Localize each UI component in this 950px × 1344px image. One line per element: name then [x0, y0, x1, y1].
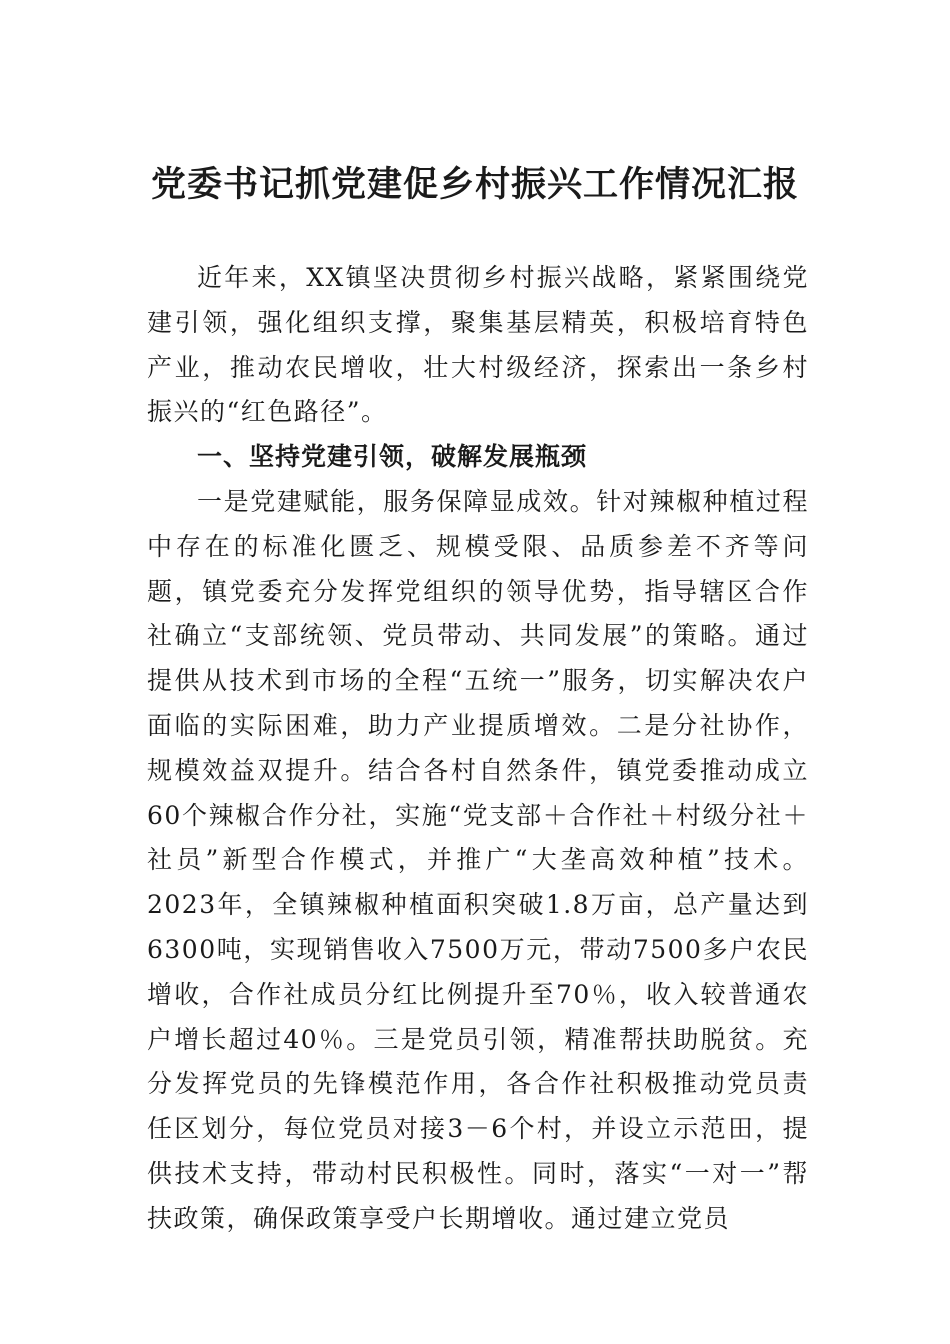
section-1-paragraph: 一是党建赋能，服务保障显成效。针对辣椒种植过程中存在的标准化匮乏、规模受限、品质参差不齐等问题，镇党委充分发挥党组织的领导优势，指导辖区合作社确立“支部统领、党员带动、共同发展”的策略。通过提供从技术到市场的全程“五统一”服务，切实解决农户面临的实际困难，助力产业提质增效。二是分社协作，规模效益双提升。结合各村自然条件，镇党委推动成立60个辣椒合作分社，实施“党支部＋合作社＋村级分社＋社员”新型合作模式，并推广“大垄高效种植”技术。2023年，全镇辣椒种植面积突破1.8万亩，总产量达到6300吨，实现销售收入7500万元，带动7500多户农民增收，合作社成员分红比例提升至70％，收入较普通农户增长超过40％。三是党员引领，精准帮扶助脱贫。充分发挥党员的先锋模范作用，各合作社积极推动党员责任区划分，每位党员对接3－6个村，并设立示范田，提供技术支持，带动村民积极性。同时，落实“一对一”帮扶政策，确保政策享受户长期增收。通过建立党员	[147, 486, 809, 1233]
document-title: 党委书记抓党建促乡村振兴工作情况汇报	[150, 164, 799, 205]
intro-paragraph: 近年来，XX镇坚决贯彻乡村振兴战略，紧紧围绕党建引领，强化组织支撑，聚集基层精英，积极培育特色产业，推动农民增收，壮大村级经济，探索出一条乡村振兴的“红色路径”。	[147, 263, 809, 427]
section-heading-1: 一、坚持党建引领，破解发展瓶颈	[197, 442, 588, 472]
document-body	[147, 256, 809, 1242]
